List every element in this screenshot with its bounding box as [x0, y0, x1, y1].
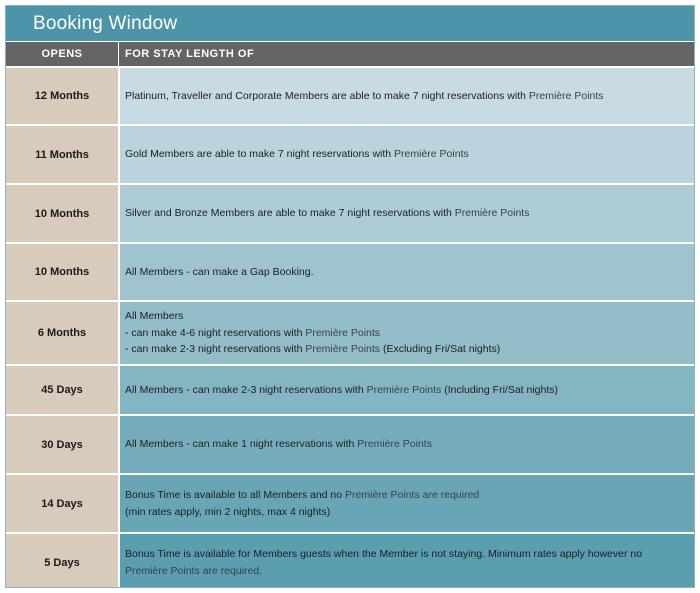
- cell-text: All Members - can make 2-3 night reservations with: [125, 383, 367, 396]
- stay-length-column-header: FOR STAY LENGTH OF: [125, 48, 255, 60]
- opens-cell: 5 Days: [6, 534, 120, 588]
- cell-text: - can make 2-3 night reservations with: [125, 343, 306, 356]
- cell-text: Platinum, Traveller and Corporate Members are able to make 7 night reservations with: [125, 89, 529, 102]
- panel-title: Booking Window: [6, 6, 694, 41]
- opens-cell: 30 Days: [6, 416, 120, 473]
- premiere-points-text: Première Points are required: [345, 489, 480, 501]
- cell-text-line: [125, 436, 694, 453]
- cell-text: All Members - can make 1 night reservations with: [125, 438, 358, 451]
- opens-cell: 45 Days: [6, 366, 120, 414]
- stay-length-cell: [120, 302, 694, 364]
- cell-text: (Excluding Fri/Sat nights): [380, 343, 501, 356]
- table-row: [6, 473, 694, 532]
- premiere-points-text: Première Points: [394, 148, 469, 161]
- premiere-points-text: Première Points: [305, 343, 381, 356]
- table-row: [6, 124, 694, 183]
- table-row: [6, 242, 694, 300]
- table-row: [6, 532, 694, 588]
- cell-text-line: [125, 504, 694, 521]
- cell-text-line: [125, 264, 694, 281]
- cell-text-line: [125, 546, 694, 563]
- stay-length-cell: [120, 416, 694, 473]
- opens-cell: 6 Months: [6, 302, 120, 364]
- premiere-points-text: Première Points: [366, 383, 442, 396]
- table-row: [6, 66, 694, 124]
- stay-length-cell: [120, 366, 694, 414]
- stay-length-cell: [120, 68, 694, 124]
- cell-text: (Including Fri/Sat nights): [441, 383, 559, 396]
- opens-cell: 11 Months: [6, 126, 120, 183]
- table-header: [6, 41, 694, 66]
- cell-text-line: [125, 88, 694, 105]
- cell-text: Gold Members are able to make 7 night reservations with: [125, 148, 395, 161]
- booking-window-panel: [5, 5, 695, 588]
- table-row: [6, 414, 694, 473]
- opens-cell: 10 Months: [6, 244, 120, 300]
- cell-text: (min rates apply, min 2 nights, max 4 nights): [125, 505, 331, 518]
- cell-text: All Members - can make a Gap Booking.: [125, 265, 314, 278]
- premiere-points-text: Première Points are required.: [125, 564, 263, 577]
- stay-length-cell: [120, 244, 694, 300]
- cell-text-line: [125, 205, 694, 222]
- cell-text-line: [125, 487, 694, 504]
- table-row: [6, 364, 694, 414]
- opens-cell: 12 Months: [6, 68, 120, 124]
- cell-text-line: [125, 382, 694, 399]
- cell-text-line: [125, 341, 694, 358]
- opens-cell: 14 Days: [6, 475, 120, 532]
- table-row: [6, 183, 694, 242]
- cell-text-line: [125, 146, 694, 163]
- opens-cell: 10 Months: [6, 185, 120, 242]
- cell-text: - can make 4-6 night reservations with: [125, 326, 306, 339]
- cell-text: All Members: [125, 310, 184, 323]
- premiere-points-text: Première Points: [305, 326, 381, 339]
- cell-text: Silver and Bronze Members are able to make 7 night reservations with: [125, 207, 455, 220]
- cell-text-line: [125, 308, 694, 325]
- cell-text-line: [125, 563, 694, 580]
- premiere-points-text: Première Points: [454, 207, 530, 220]
- table-row: [6, 300, 694, 364]
- stay-length-cell: [120, 185, 694, 242]
- premiere-points-text: Première Points: [528, 89, 604, 102]
- opens-column-header: OPENS: [6, 42, 119, 66]
- premiere-points-text: Première Points: [357, 438, 432, 451]
- stay-length-cell: [120, 534, 694, 588]
- stay-length-cell: [120, 126, 694, 183]
- cell-text-line: [125, 325, 694, 342]
- cell-text: Bonus Time is available to all Members and no: [125, 489, 346, 501]
- stay-length-cell: [120, 475, 694, 532]
- booking-window-table: [6, 66, 694, 588]
- cell-text: Bonus Time is available for Members guests when the Member is not staying. Minimum rates apply however no: [125, 548, 643, 560]
